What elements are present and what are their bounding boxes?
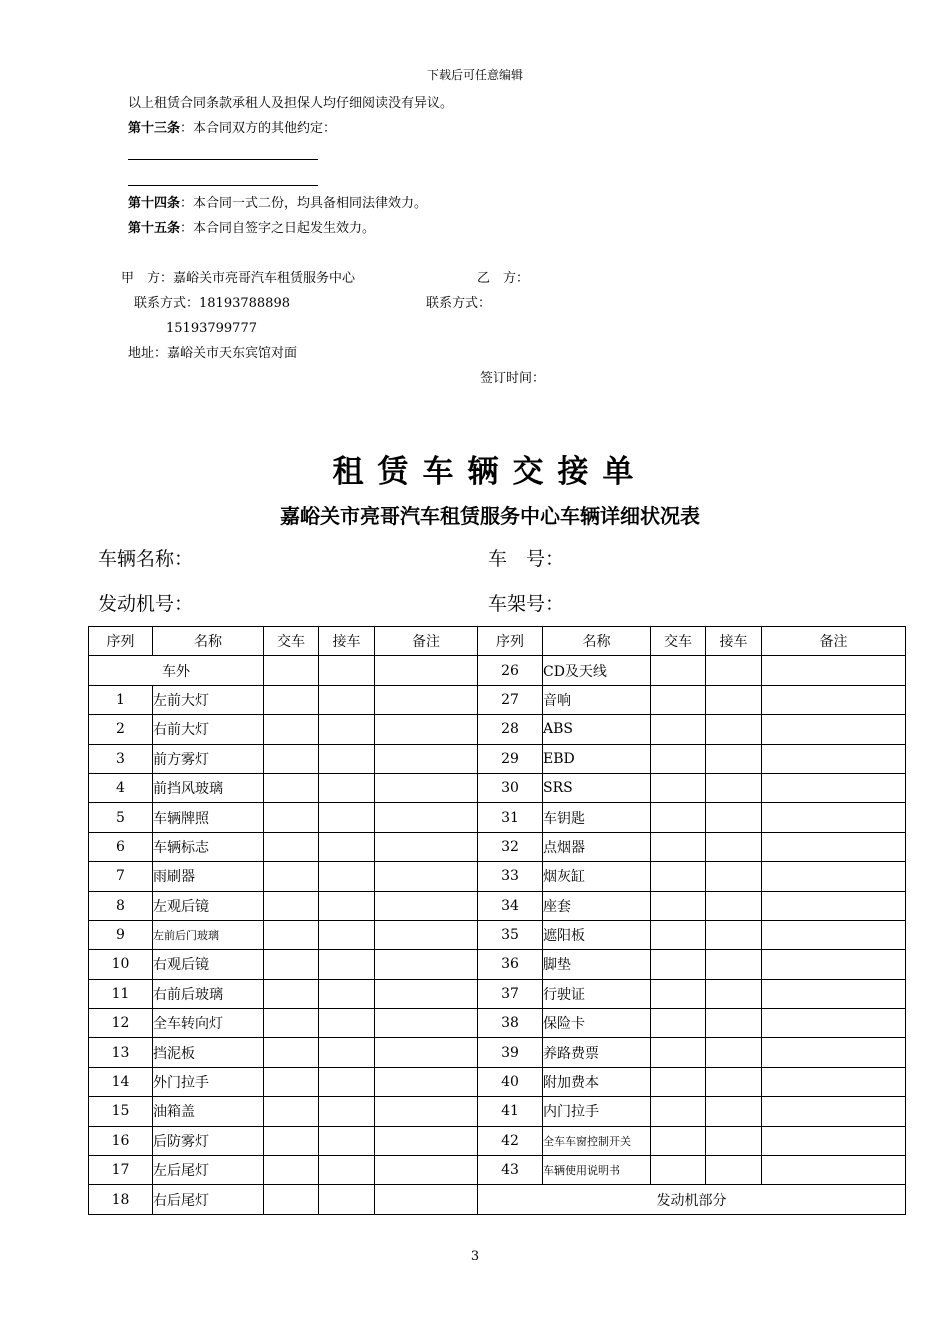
handover-cell[interactable]	[651, 1038, 706, 1067]
return-cell[interactable]	[706, 744, 762, 773]
return-cell[interactable]	[319, 803, 375, 832]
party-a-phone2: 15193799777	[166, 321, 257, 336]
remark-cell[interactable]	[375, 744, 478, 773]
column-header: 备注	[375, 627, 478, 656]
handover-cell[interactable]	[264, 685, 319, 714]
table-row	[89, 1156, 906, 1185]
remark-cell[interactable]	[762, 1038, 906, 1067]
article-15-text: ：本合同自签字之日起发生效力。	[180, 221, 376, 236]
contract-line: 以上租赁合同条款承租人及担保人均仔细阅读没有异议。	[128, 96, 454, 111]
item-name: 后防雾灯	[153, 1126, 264, 1155]
item-name: 左后尾灯	[153, 1156, 264, 1185]
return-cell[interactable]	[706, 656, 762, 685]
row-number: 33	[478, 862, 543, 891]
handover-cell[interactable]	[651, 979, 706, 1008]
row-number: 11	[89, 979, 153, 1008]
return-cell[interactable]	[706, 950, 762, 979]
item-name: 遮阳板	[543, 920, 651, 949]
frame-no-label: 车架号：	[488, 593, 565, 615]
remark-cell[interactable]	[375, 773, 478, 802]
handover-cell[interactable]	[264, 656, 319, 685]
table-row	[89, 744, 906, 773]
return-cell[interactable]	[319, 1009, 375, 1038]
row-number: 42	[478, 1126, 543, 1155]
handover-cell[interactable]	[264, 773, 319, 802]
blank-line	[128, 159, 318, 160]
row-number: 13	[89, 1038, 153, 1067]
remark-cell[interactable]	[762, 1009, 906, 1038]
item-name: 油箱盖	[153, 1097, 264, 1126]
item-name: 前方雾灯	[153, 744, 264, 773]
handover-cell[interactable]	[651, 1156, 706, 1185]
handover-cell[interactable]	[651, 1009, 706, 1038]
remark-cell[interactable]	[375, 1038, 478, 1067]
handover-cell[interactable]	[264, 1156, 319, 1185]
item-name: 左前大灯	[153, 685, 264, 714]
return-cell[interactable]	[319, 656, 375, 685]
plate-label: 车 号：	[488, 548, 565, 570]
row-number: 40	[478, 1067, 543, 1096]
article-15-label: 第十五条	[128, 221, 181, 236]
item-name: SRS	[543, 773, 651, 802]
row-number: 29	[478, 744, 543, 773]
row-number: 18	[89, 1185, 153, 1214]
return-cell[interactable]	[319, 1097, 375, 1126]
item-name: ABS	[543, 715, 651, 744]
item-name: 前挡风玻璃	[153, 773, 264, 802]
return-cell[interactable]	[706, 1126, 762, 1155]
table-row	[89, 1038, 906, 1067]
handover-cell[interactable]	[264, 803, 319, 832]
item-name: 座套	[543, 891, 651, 920]
return-cell[interactable]	[706, 862, 762, 891]
table-row	[89, 1067, 906, 1096]
remark-cell[interactable]	[375, 1097, 478, 1126]
item-name: 右前大灯	[153, 715, 264, 744]
party-b: 乙 方：	[477, 271, 530, 286]
row-number: 38	[478, 1009, 543, 1038]
return-cell[interactable]	[319, 920, 375, 949]
return-cell[interactable]	[706, 1038, 762, 1067]
handover-cell[interactable]	[264, 744, 319, 773]
article-13-text: ：本合同双方的其他约定：	[180, 121, 337, 136]
row-number: 14	[89, 1067, 153, 1096]
engine-no-label: 发动机号：	[98, 593, 194, 615]
return-cell[interactable]	[319, 1126, 375, 1155]
column-header: 交车	[651, 627, 706, 656]
row-number: 12	[89, 1009, 153, 1038]
column-header: 接车	[706, 627, 762, 656]
item-name: 烟灰缸	[543, 862, 651, 891]
handover-cell[interactable]	[651, 744, 706, 773]
handover-cell[interactable]	[264, 891, 319, 920]
handover-cell[interactable]	[264, 1038, 319, 1067]
return-cell[interactable]	[319, 832, 375, 861]
column-header: 序列	[89, 627, 153, 656]
remark-cell[interactable]	[375, 803, 478, 832]
handover-cell[interactable]	[651, 1097, 706, 1126]
table-row	[89, 773, 906, 802]
return-cell[interactable]	[706, 1156, 762, 1185]
table-row	[89, 891, 906, 920]
item-name: 全车车窗控制开关	[543, 1126, 651, 1155]
remark-cell[interactable]	[762, 803, 906, 832]
row-number: 5	[89, 803, 153, 832]
item-name: 脚垫	[543, 950, 651, 979]
item-name: EBD	[543, 744, 651, 773]
party-a-contact: 联系方式：18193788898	[134, 296, 290, 311]
remark-cell[interactable]	[375, 862, 478, 891]
row-number: 2	[89, 715, 153, 744]
article-13-label: 第十三条	[128, 121, 181, 136]
remark-cell[interactable]	[375, 656, 478, 685]
table-row	[89, 1185, 906, 1214]
return-cell[interactable]	[319, 891, 375, 920]
handover-cell[interactable]	[651, 773, 706, 802]
handover-cell[interactable]	[264, 715, 319, 744]
return-cell[interactable]	[706, 685, 762, 714]
remark-cell[interactable]	[762, 1097, 906, 1126]
handover-cell[interactable]	[264, 1097, 319, 1126]
article-14-label: 第十四条	[128, 196, 181, 211]
handover-cell[interactable]	[651, 832, 706, 861]
item-name: 车辆使用说明书	[543, 1156, 651, 1185]
row-number: 10	[89, 950, 153, 979]
remark-cell[interactable]	[375, 1067, 478, 1096]
column-header: 备注	[762, 627, 906, 656]
table-row	[89, 920, 906, 949]
row-number: 36	[478, 950, 543, 979]
table-row	[89, 1126, 906, 1155]
remark-cell[interactable]	[762, 1067, 906, 1096]
remark-cell[interactable]	[375, 920, 478, 949]
blank-line	[128, 185, 318, 186]
item-name: CD及天线	[543, 656, 651, 685]
remark-cell[interactable]	[375, 979, 478, 1008]
article-14-text: ：本合同一式二份，均具备相同法律效力。	[180, 196, 428, 211]
item-name: 养路费票	[543, 1038, 651, 1067]
row-number: 26	[478, 656, 543, 685]
handover-cell[interactable]	[651, 803, 706, 832]
row-number: 7	[89, 862, 153, 891]
handover-cell[interactable]	[264, 862, 319, 891]
row-number: 16	[89, 1126, 153, 1155]
page-header-note: 下载后可任意编辑	[426, 68, 523, 82]
row-number: 8	[89, 891, 153, 920]
column-header: 名称	[153, 627, 264, 656]
return-cell[interactable]	[319, 950, 375, 979]
row-number: 43	[478, 1156, 543, 1185]
section-engine: 发动机部分	[478, 1185, 906, 1214]
remark-cell[interactable]	[762, 862, 906, 891]
row-number: 1	[89, 685, 153, 714]
return-cell[interactable]	[706, 832, 762, 861]
remark-cell[interactable]	[375, 832, 478, 861]
row-number: 41	[478, 1097, 543, 1126]
remark-cell[interactable]	[762, 656, 906, 685]
table-header-row	[89, 627, 906, 656]
row-number: 30	[478, 773, 543, 802]
item-name: 车钥匙	[543, 803, 651, 832]
row-number: 37	[478, 979, 543, 1008]
article-13	[128, 121, 336, 137]
item-name: 右前后玻璃	[153, 979, 264, 1008]
return-cell[interactable]	[706, 920, 762, 949]
handover-cell[interactable]	[651, 1126, 706, 1155]
column-header: 名称	[543, 627, 651, 656]
row-number: 15	[89, 1097, 153, 1126]
item-name: 车辆牌照	[153, 803, 264, 832]
table-row	[89, 685, 906, 714]
table-row	[89, 950, 906, 979]
item-name: 挡泥板	[153, 1038, 264, 1067]
row-number: 3	[89, 744, 153, 773]
table-row	[89, 832, 906, 861]
item-name: 附加费本	[543, 1067, 651, 1096]
return-cell[interactable]	[706, 803, 762, 832]
return-cell[interactable]	[319, 862, 375, 891]
remark-cell[interactable]	[762, 715, 906, 744]
row-number: 9	[89, 920, 153, 949]
remark-cell[interactable]	[762, 979, 906, 1008]
handover-cell[interactable]	[264, 920, 319, 949]
table-row	[89, 656, 906, 685]
table-row	[89, 803, 906, 832]
form-title: 租赁车辆交接单	[332, 454, 648, 490]
row-number: 31	[478, 803, 543, 832]
handover-cell[interactable]	[651, 656, 706, 685]
row-number: 32	[478, 832, 543, 861]
handover-cell[interactable]	[651, 685, 706, 714]
article-15	[128, 221, 375, 237]
remark-cell[interactable]	[375, 950, 478, 979]
section-exterior: 车外	[89, 656, 264, 685]
return-cell[interactable]	[319, 744, 375, 773]
item-name: 外门拉手	[153, 1067, 264, 1096]
table-row	[89, 715, 906, 744]
handover-cell[interactable]	[264, 1067, 319, 1096]
table-row	[89, 979, 906, 1008]
remark-cell[interactable]	[375, 1156, 478, 1185]
row-number: 4	[89, 773, 153, 802]
return-cell[interactable]	[319, 1038, 375, 1067]
return-cell[interactable]	[706, 1097, 762, 1126]
handover-cell[interactable]	[651, 920, 706, 949]
handover-cell[interactable]	[651, 891, 706, 920]
column-header: 序列	[478, 627, 543, 656]
row-number: 6	[89, 832, 153, 861]
remark-cell[interactable]	[375, 1126, 478, 1155]
handover-cell[interactable]	[264, 1126, 319, 1155]
remark-cell[interactable]	[375, 715, 478, 744]
item-name: 左观后镜	[153, 891, 264, 920]
remark-cell[interactable]	[375, 891, 478, 920]
return-cell[interactable]	[706, 1067, 762, 1096]
row-number: 34	[478, 891, 543, 920]
handover-cell[interactable]	[651, 950, 706, 979]
table-row	[89, 1097, 906, 1126]
return-cell[interactable]	[706, 773, 762, 802]
return-cell[interactable]	[319, 715, 375, 744]
handover-cell[interactable]	[264, 1185, 319, 1214]
column-header: 接车	[319, 627, 375, 656]
row-number: 39	[478, 1038, 543, 1067]
return-cell[interactable]	[319, 979, 375, 1008]
remark-cell[interactable]	[762, 950, 906, 979]
handover-cell[interactable]	[264, 1009, 319, 1038]
remark-cell[interactable]	[762, 1126, 906, 1155]
return-cell[interactable]	[706, 891, 762, 920]
item-name: 全车转向灯	[153, 1009, 264, 1038]
return-cell[interactable]	[319, 1185, 375, 1214]
item-name: 左前后门玻璃	[153, 920, 264, 949]
remark-cell[interactable]	[762, 920, 906, 949]
remark-cell[interactable]	[375, 1185, 478, 1214]
row-number: 27	[478, 685, 543, 714]
return-cell[interactable]	[319, 1156, 375, 1185]
item-name: 右观后镜	[153, 950, 264, 979]
item-name: 行驶证	[543, 979, 651, 1008]
item-name: 点烟器	[543, 832, 651, 861]
remark-cell[interactable]	[762, 1156, 906, 1185]
vehicle-status-table	[88, 626, 906, 1215]
return-cell[interactable]	[319, 1067, 375, 1096]
item-name: 雨刷器	[153, 862, 264, 891]
table-row	[89, 862, 906, 891]
item-name: 保险卡	[543, 1009, 651, 1038]
return-cell[interactable]	[319, 685, 375, 714]
row-number: 28	[478, 715, 543, 744]
handover-cell[interactable]	[264, 832, 319, 861]
remark-cell[interactable]	[375, 1009, 478, 1038]
remark-cell[interactable]	[762, 773, 906, 802]
row-number: 35	[478, 920, 543, 949]
handover-cell[interactable]	[264, 979, 319, 1008]
remark-cell[interactable]	[762, 685, 906, 714]
item-name: 车辆标志	[153, 832, 264, 861]
page-number: 3	[470, 1249, 480, 1264]
item-name: 内门拉手	[543, 1097, 651, 1126]
return-cell[interactable]	[706, 1009, 762, 1038]
item-name: 右后尾灯	[153, 1185, 264, 1214]
party-a: 甲 方：嘉峪关市亮哥汽车租赁服务中心	[121, 271, 356, 286]
return-cell[interactable]	[706, 715, 762, 744]
party-a-address: 地址：嘉峪关市天东宾馆对面	[128, 346, 298, 361]
handover-cell[interactable]	[264, 950, 319, 979]
return-cell[interactable]	[319, 773, 375, 802]
return-cell[interactable]	[706, 979, 762, 1008]
column-header: 交车	[264, 627, 319, 656]
vehicle-name-label: 车辆名称：	[98, 548, 194, 570]
remark-cell[interactable]	[762, 744, 906, 773]
remark-cell[interactable]	[762, 832, 906, 861]
form-subtitle: 嘉峪关市亮哥汽车租赁服务中心车辆详细状况表	[280, 504, 700, 528]
handover-cell[interactable]	[651, 1067, 706, 1096]
sign-time: 签订时间：	[480, 371, 546, 386]
item-name: 音响	[543, 685, 651, 714]
party-b-contact: 联系方式：	[426, 296, 492, 311]
handover-cell[interactable]	[651, 862, 706, 891]
article-14	[128, 196, 427, 212]
remark-cell[interactable]	[762, 891, 906, 920]
handover-cell[interactable]	[651, 715, 706, 744]
table-row	[89, 1009, 906, 1038]
remark-cell[interactable]	[375, 685, 478, 714]
row-number: 17	[89, 1156, 153, 1185]
